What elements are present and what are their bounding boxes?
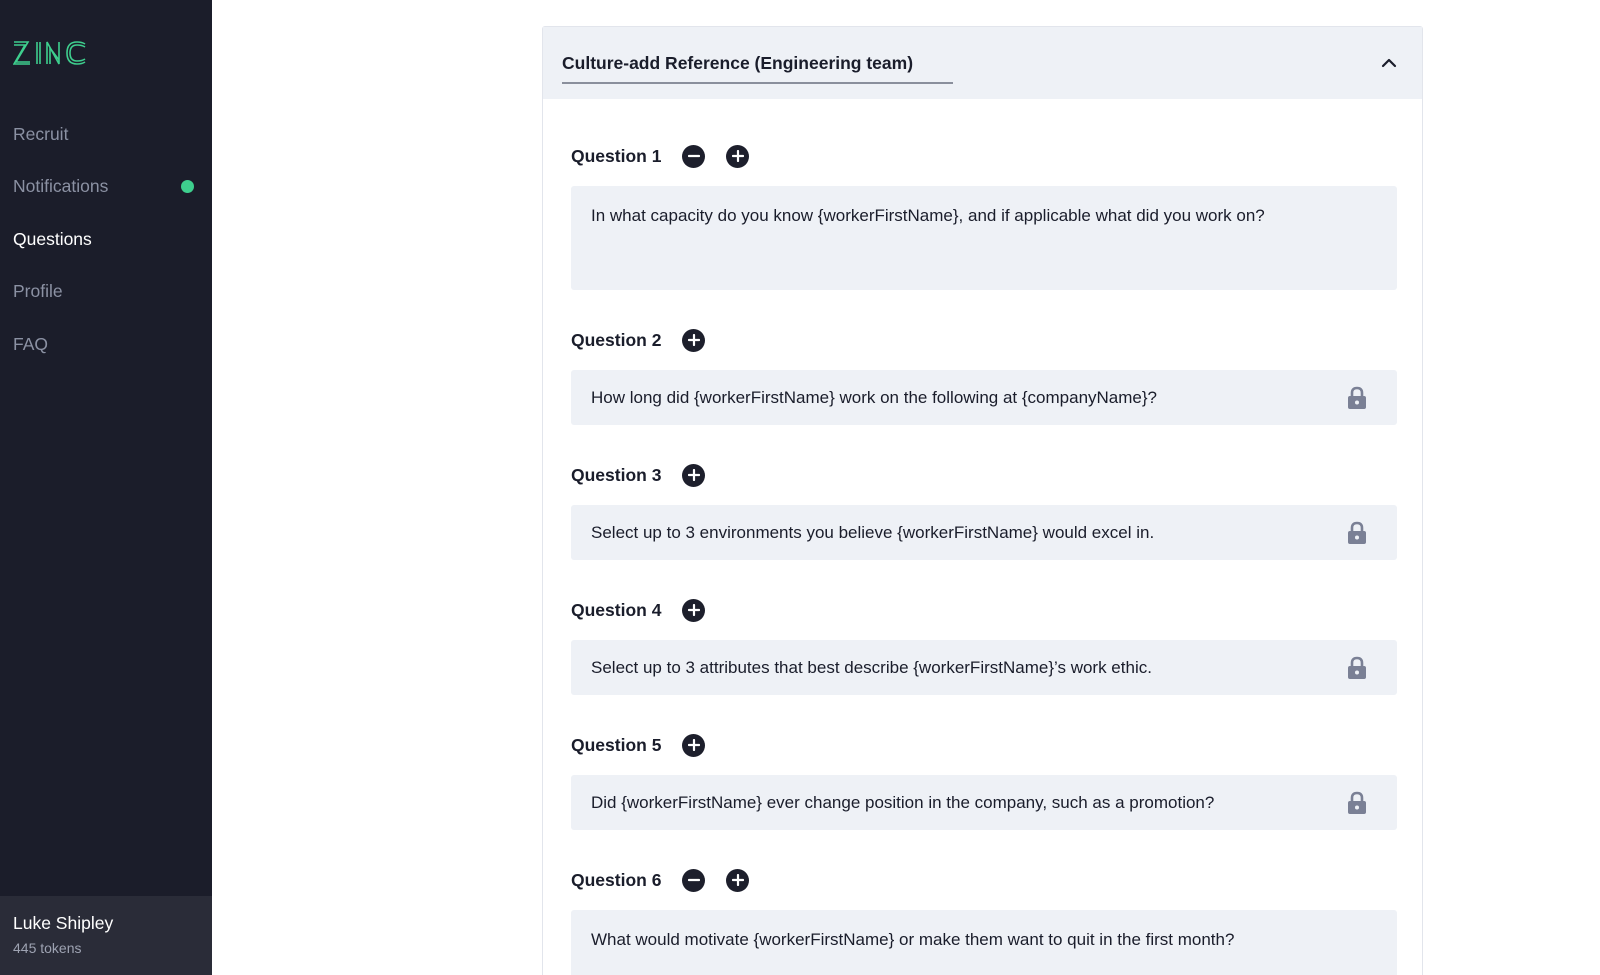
sidebar-item-faq[interactable]	[0, 318, 212, 371]
lock-icon	[1347, 521, 1367, 545]
plus-circle-icon	[688, 739, 700, 751]
sidebar-item-label: Questions	[13, 228, 92, 249]
sidebar-item-questions[interactable]	[0, 213, 212, 266]
sidebar-item-notifications[interactable]	[0, 161, 212, 214]
sidebar	[0, 0, 212, 975]
card-title[interactable]: Culture-add Reference (Engineering team)	[562, 53, 953, 84]
sidebar-item-profile[interactable]	[0, 266, 212, 319]
question-item	[571, 868, 1397, 975]
question-text: How long did {workerFirstName} work on the following at {companyName}?	[591, 388, 1157, 407]
question-item	[571, 598, 1397, 695]
question-text-field	[571, 505, 1397, 560]
question-text: Select up to 3 attributes that best describe {workerFirstName}’s work ethic.	[591, 658, 1152, 677]
plus-circle-icon	[732, 150, 744, 162]
add-question-button[interactable]	[682, 464, 705, 487]
plus-circle-icon	[688, 469, 700, 481]
question-text-field	[571, 370, 1397, 425]
lock-icon	[1347, 791, 1367, 815]
plus-circle-icon	[732, 874, 744, 886]
question-item	[571, 144, 1397, 290]
question-label: Question 2	[571, 329, 662, 350]
sidebar-item-label: Recruit	[13, 123, 69, 144]
remove-question-button[interactable]	[682, 869, 705, 892]
sidebar-item-recruit[interactable]	[0, 108, 212, 161]
zinc-logo[interactable]	[13, 38, 89, 68]
question-text-field[interactable]: What would motivate {workerFirstName} or make them want to quit in the first month?	[571, 910, 1397, 975]
question-set-card	[542, 26, 1423, 975]
sidebar-item-label: Notifications	[13, 176, 109, 197]
minus-circle-icon	[688, 150, 700, 162]
question-label: Question 3	[571, 464, 662, 485]
question-item	[571, 733, 1397, 830]
add-question-button[interactable]	[682, 734, 705, 757]
question-text: Did {workerFirstName} ever change position in the company, such as a promotion?	[591, 793, 1215, 812]
card-header[interactable]	[543, 27, 1422, 99]
question-text-field	[571, 640, 1397, 695]
user-tokens: 445 tokens	[13, 940, 82, 956]
lock-icon	[1347, 386, 1367, 410]
question-text-field[interactable]: In what capacity do you know {workerFirstName}, and if applicable what did you work on?	[571, 186, 1397, 290]
question-label: Question 1	[571, 145, 662, 166]
plus-circle-icon	[688, 604, 700, 616]
add-question-button[interactable]	[726, 145, 749, 168]
question-text: Select up to 3 environments you believe {workerFirstName} would excel in.	[591, 523, 1155, 542]
notification-dot-icon	[181, 180, 194, 193]
remove-question-button[interactable]	[682, 145, 705, 168]
question-item	[571, 463, 1397, 560]
question-text-field	[571, 775, 1397, 830]
question-label: Question 6	[571, 869, 662, 890]
add-question-button[interactable]	[726, 869, 749, 892]
lock-icon	[1347, 656, 1367, 680]
minus-circle-icon	[688, 874, 700, 886]
user-account[interactable]	[0, 896, 212, 975]
user-name: Luke Shipley	[13, 913, 114, 933]
plus-circle-icon	[688, 334, 700, 346]
question-label: Question 4	[571, 599, 662, 620]
sidebar-item-label: FAQ	[13, 333, 49, 354]
sidebar-nav	[0, 108, 212, 371]
question-item	[571, 328, 1397, 425]
chevron-up-icon[interactable]	[1379, 53, 1399, 73]
add-question-button[interactable]	[682, 329, 705, 352]
add-question-button[interactable]	[682, 599, 705, 622]
question-label: Question 5	[571, 734, 662, 755]
sidebar-item-label: Profile	[13, 281, 63, 302]
